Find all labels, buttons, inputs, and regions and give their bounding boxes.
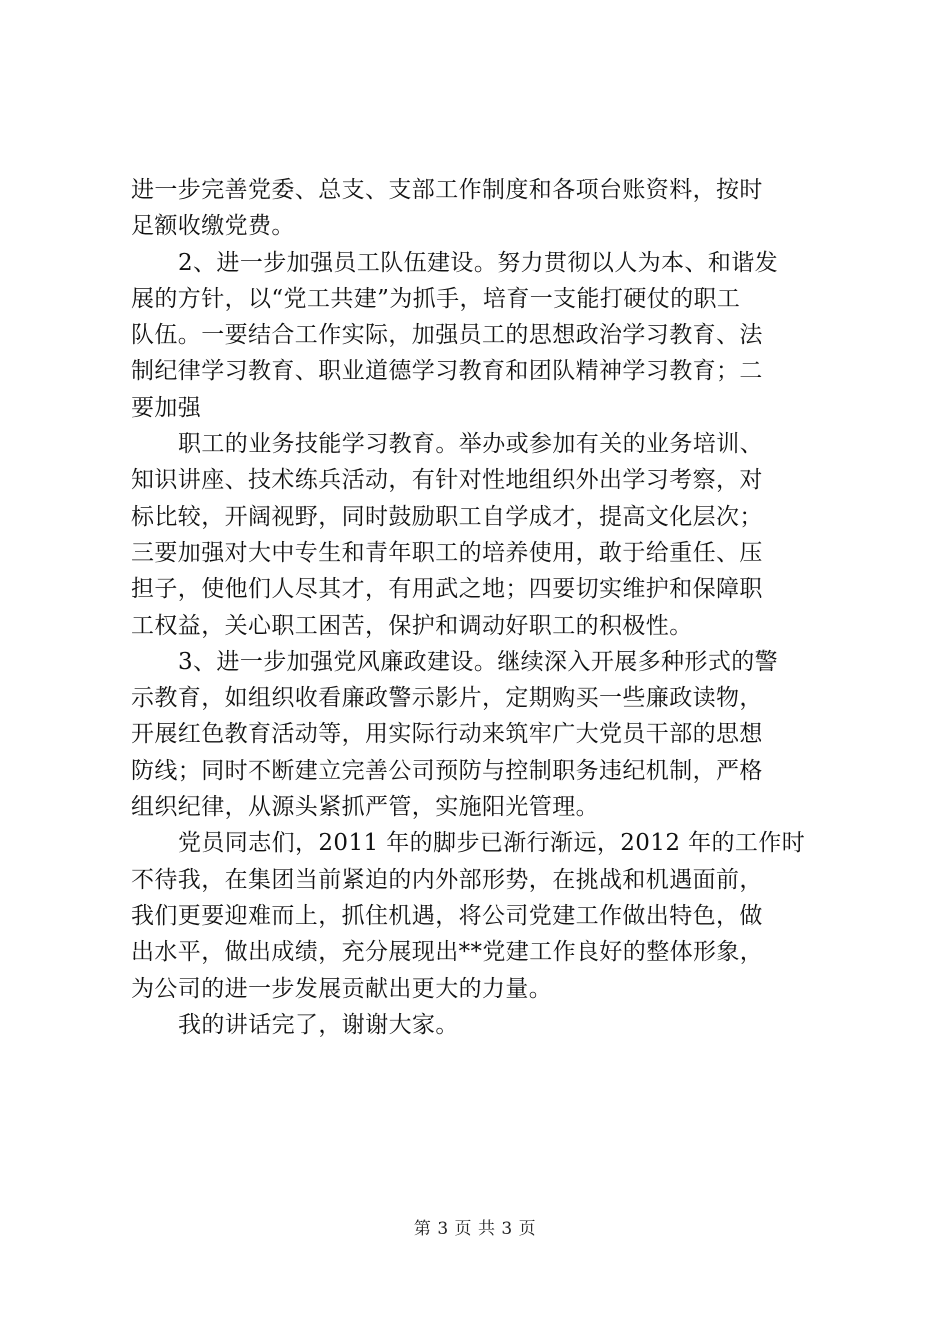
text-line: 防线；同时不断建立完善公司预防与控制职务违纪机制，严格 <box>131 757 763 784</box>
text-line: 示教育，如组织收看廉政警示影片，定期购买一些廉政读物， <box>131 685 763 712</box>
text-line: 进一步完善党委、总支、支部工作制度和各项台账资料，按时 <box>131 177 763 203</box>
text-line: 要加强 <box>131 394 202 421</box>
text-line: 出水平，做出成绩，充分展现出**党建工作良好的整体形象， <box>131 939 764 966</box>
text-line: 制纪律学习教育、职业道德学习教育和团队精神学习教育；二 <box>131 358 763 385</box>
text-line: 足额收缴党费。 <box>131 213 295 240</box>
text-line: 开展红色教育活动等，用实际行动来筑牢广大党员干部的思想 <box>131 721 763 748</box>
text-line: 担子，使他们人尽其才，有用武之地；四要切实维护和保障职 <box>131 576 763 603</box>
text-line: 我们更要迎难而上，抓住机遇，将公司党建工作做出特色，做 <box>131 902 763 929</box>
text-line: 工权益，关心职工困苦，保护和调动好职工的积极性。 <box>131 612 693 639</box>
text-line: 党员同志们，2011 年的脚步已渐行渐远，2012 年的工作时 <box>178 830 806 857</box>
text-line: 标比较，开阔视野，同时鼓励职工自学成才，提高文化层次； <box>131 503 763 530</box>
page-number-footer: 第 3 页 共 3 页 <box>413 1219 537 1239</box>
text-line: 为公司的进一步发展贡献出更大的力量。 <box>131 975 553 1002</box>
text-line: 知识讲座、技术练兵活动，有针对性地组织外出学习考察，对 <box>131 467 763 494</box>
text-line: 3、进一步加强党风廉政建设。继续深入开展多种形式的警 <box>178 648 779 675</box>
document-body <box>131 172 823 1043</box>
text-line: 我的讲话完了，谢谢大家。 <box>178 1011 459 1038</box>
text-line: 不待我，在集团当前紧迫的内外部形势，在挑战和机遇面前， <box>131 866 763 893</box>
text-line: 队伍。一要结合工作实际，加强员工的思想政治学习教育、法 <box>131 322 763 349</box>
text-line: 三要加强对大中专生和青年职工的培养使用，敢于给重任、压 <box>131 539 763 566</box>
text-line: 2、进一步加强员工队伍建设。努力贯彻以人为本、和谐发 <box>178 249 779 276</box>
text-line: 职工的业务技能学习教育。举办或参加有关的业务培训、 <box>178 431 763 458</box>
text-line: 展的方针，以“党工共建”为抓手，培育一支能打硬仗的职工 <box>131 285 741 312</box>
text-line: 组织纪律，从源头紧抓严管，实施阳光管理。 <box>131 794 599 821</box>
